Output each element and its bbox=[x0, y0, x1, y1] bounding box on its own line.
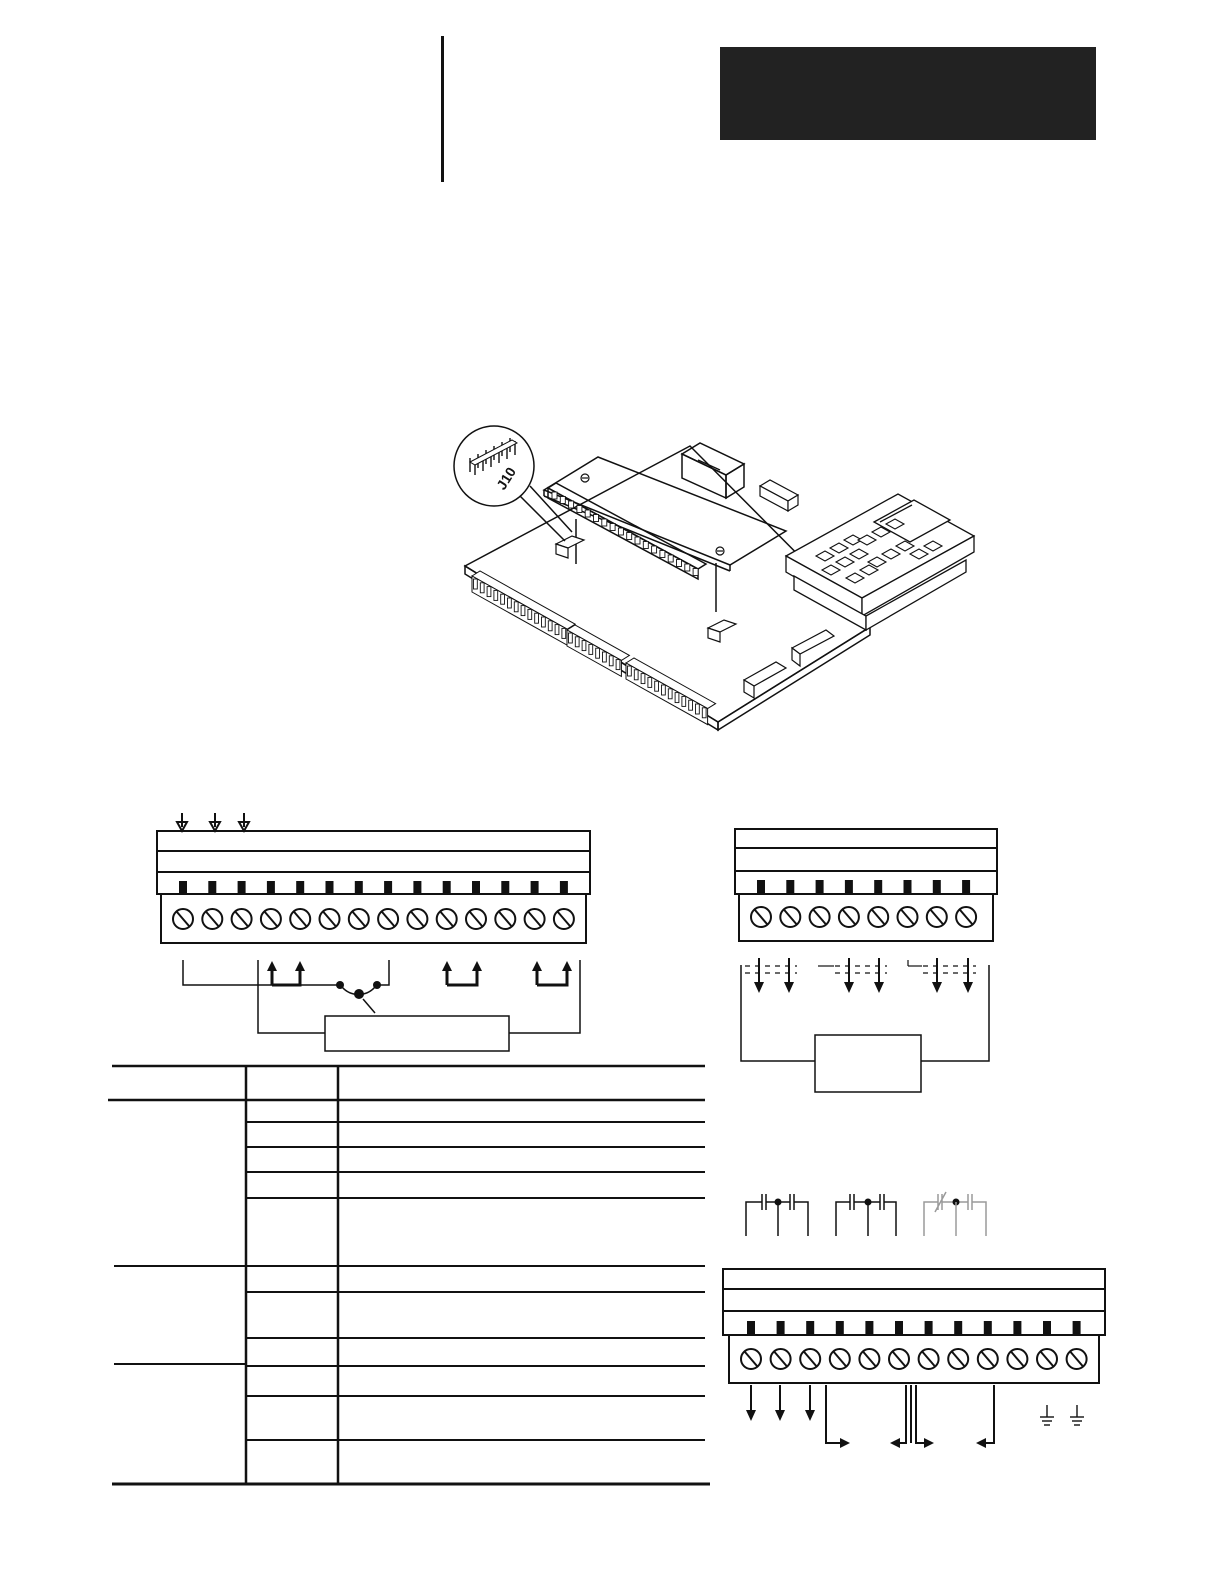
contact-symbol bbox=[746, 1194, 808, 1236]
terminal-pin bbox=[904, 880, 912, 894]
terminal-pin bbox=[777, 1321, 785, 1335]
terminal-pin bbox=[501, 881, 509, 894]
terminal-pin bbox=[443, 881, 451, 894]
terminal-cell bbox=[618, 528, 623, 535]
terminal-screw bbox=[868, 907, 888, 927]
terminal-screw bbox=[495, 909, 515, 929]
terminal-pin bbox=[747, 1321, 755, 1335]
device-box bbox=[325, 1016, 509, 1051]
terminal-screw bbox=[741, 1349, 761, 1369]
terminal-screw bbox=[889, 1349, 909, 1369]
terminal-cell bbox=[569, 501, 574, 508]
terminal-screw bbox=[290, 909, 310, 929]
terminal-pin bbox=[954, 1321, 962, 1335]
shielded-pair-arrow bbox=[923, 958, 976, 993]
terminal-screw bbox=[800, 1349, 820, 1369]
terminal-screw bbox=[1067, 1349, 1087, 1369]
terminal-pin bbox=[874, 880, 882, 894]
jumper-arrow-pair bbox=[442, 961, 482, 985]
shielded-pair-arrow bbox=[745, 958, 797, 993]
terminal-pin bbox=[531, 881, 539, 894]
terminal-screw bbox=[839, 907, 859, 927]
terminal-screw bbox=[349, 909, 369, 929]
terminal-screw bbox=[525, 909, 545, 929]
terminal-screw bbox=[859, 1349, 879, 1369]
control-board-illustration bbox=[454, 426, 974, 730]
terminal-screw bbox=[927, 907, 947, 927]
device-box bbox=[815, 1035, 921, 1092]
terminal-pin bbox=[816, 880, 824, 894]
right-upper-terminal-block bbox=[735, 829, 997, 1092]
standoff-screw bbox=[581, 474, 724, 555]
terminal-pin bbox=[786, 880, 794, 894]
terminal-pin bbox=[806, 1321, 814, 1335]
relay-component bbox=[682, 443, 744, 498]
jumper-arrow-pair bbox=[267, 961, 305, 985]
jumper-arrow-pair bbox=[532, 961, 572, 985]
terminal-pin bbox=[413, 881, 421, 894]
potentiometer-symbol bbox=[336, 981, 381, 1013]
terminal-screw bbox=[898, 907, 918, 927]
terminal-screw bbox=[780, 907, 800, 927]
terminal-description-table bbox=[108, 1066, 710, 1484]
terminal-cell bbox=[677, 560, 682, 567]
terminal-screw bbox=[202, 909, 222, 929]
terminal-screw bbox=[919, 1349, 939, 1369]
terminal-pin bbox=[984, 1321, 992, 1335]
terminal-screw bbox=[771, 1349, 791, 1369]
contact-symbol bbox=[836, 1194, 896, 1236]
terminal-screw bbox=[232, 909, 252, 929]
terminal-pin bbox=[895, 1321, 903, 1335]
terminal-cell bbox=[660, 551, 665, 558]
right-lower-terminal-block bbox=[723, 1269, 1105, 1448]
terminal-cell bbox=[577, 506, 582, 513]
terminal-pin bbox=[472, 881, 480, 894]
terminal-pin bbox=[296, 881, 304, 894]
terminal-pin bbox=[845, 880, 853, 894]
terminal-pin bbox=[757, 880, 765, 894]
terminal-pin bbox=[1013, 1321, 1021, 1335]
terminal-pin bbox=[208, 881, 216, 894]
signal-lines bbox=[826, 1385, 994, 1448]
jumper-shunt bbox=[470, 440, 517, 465]
header-connector bbox=[556, 480, 834, 698]
j10-label: J10 bbox=[493, 464, 520, 493]
terminal-cell bbox=[560, 497, 565, 504]
terminal-strip bbox=[472, 571, 575, 645]
terminal-pin bbox=[326, 881, 334, 894]
terminal-pin bbox=[1073, 1321, 1081, 1335]
terminal-screw bbox=[173, 909, 193, 929]
terminal-pin bbox=[925, 1321, 933, 1335]
terminal-cell bbox=[693, 569, 698, 576]
terminal-pin bbox=[1043, 1321, 1051, 1335]
terminal-cell bbox=[627, 533, 632, 540]
terminal-screw bbox=[466, 909, 486, 929]
terminal-screw bbox=[810, 907, 830, 927]
terminal-cell bbox=[610, 524, 615, 531]
terminal-screw bbox=[1007, 1349, 1027, 1369]
terminal-cell bbox=[552, 492, 557, 499]
terminal-pin bbox=[962, 880, 970, 894]
terminal-pin bbox=[933, 880, 941, 894]
terminal-pin bbox=[355, 881, 363, 894]
terminal-pin bbox=[384, 881, 392, 894]
terminal-cell bbox=[685, 564, 690, 571]
output-arrow bbox=[746, 1385, 815, 1421]
terminal-pin bbox=[267, 881, 275, 894]
terminal-screw bbox=[978, 1349, 998, 1369]
terminal-screw bbox=[437, 909, 457, 929]
shielded-pair-arrow bbox=[835, 958, 887, 993]
terminal-screw bbox=[407, 909, 427, 929]
terminal-cell bbox=[602, 519, 607, 526]
terminal-screw bbox=[948, 1349, 968, 1369]
terminal-cell bbox=[652, 546, 657, 553]
terminal-cell bbox=[643, 542, 648, 549]
terminal-screw bbox=[956, 907, 976, 927]
terminal-cell bbox=[668, 555, 673, 562]
terminal-strip bbox=[626, 658, 716, 725]
terminal-screw bbox=[378, 909, 398, 929]
contact-symbol bbox=[924, 1192, 986, 1236]
terminal-screw bbox=[830, 1349, 850, 1369]
terminal-strip bbox=[567, 625, 629, 676]
main-board-terminal-strips bbox=[472, 571, 716, 725]
terminal-pin bbox=[560, 881, 568, 894]
terminal-cell bbox=[594, 515, 599, 522]
terminal-screw bbox=[1037, 1349, 1057, 1369]
terminal-screw bbox=[320, 909, 340, 929]
terminal-cell bbox=[635, 537, 640, 544]
contact-symbols bbox=[746, 1192, 986, 1236]
terminal-screw bbox=[751, 907, 771, 927]
terminal-pin bbox=[179, 881, 187, 894]
terminal-cell bbox=[585, 510, 590, 517]
terminal-pin bbox=[865, 1321, 873, 1335]
left-terminal-block bbox=[157, 813, 590, 1051]
ground-symbol bbox=[1040, 1405, 1084, 1425]
terminal-screw bbox=[554, 909, 574, 929]
terminal-pin bbox=[836, 1321, 844, 1335]
input-arrow bbox=[177, 813, 249, 831]
terminal-pin bbox=[238, 881, 246, 894]
terminal-screw bbox=[261, 909, 281, 929]
